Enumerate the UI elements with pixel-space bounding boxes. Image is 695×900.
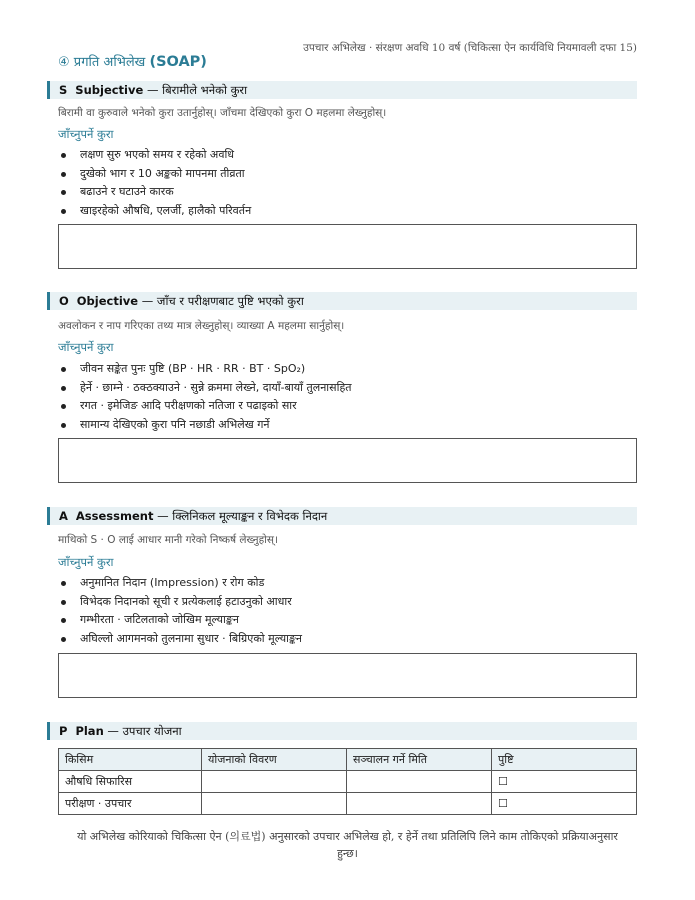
list-item: हेर्ने · छाम्ने · ठक्ठक्याउने · सुन्ने क्रममा लेख्ने, दायाँ-बायाँ तुलनासहित — [58, 379, 352, 398]
assessment-checklist-heading: जाँच्नुपर्ने कुरा — [58, 555, 114, 569]
list-item: अनुमानित निदान (Impression) र रोग कोड — [58, 574, 302, 593]
plan-name: Plan — [75, 724, 104, 738]
subjective-name: Subjective — [75, 83, 144, 97]
subjective-header — [47, 81, 637, 99]
assessment-name: Assessment — [75, 509, 154, 523]
table-header-row — [59, 749, 637, 771]
subjective-checklist-heading: जाँच्नुपर्ने कुरा — [58, 127, 114, 141]
column-header: किसिम — [59, 749, 202, 771]
table-row — [59, 771, 637, 793]
section-title — [58, 52, 207, 70]
retention-note: उपचार अभिलेख · संरक्षण अवधि 10 वर्ष (चिकित्सा ऐन कार्यविधि नियमावली दफा 15) — [303, 42, 637, 54]
section-title-text: प्रगति अभिलेख — [73, 55, 146, 70]
objective-desc: — जाँच र परीक्षणबाट पुष्टि भएको कुरा — [141, 294, 304, 308]
objective-checklist — [58, 360, 352, 434]
assessment-checklist — [58, 574, 302, 648]
section-title-soap: (SOAP) — [149, 54, 207, 70]
assessment-note: माथिको S · O लाई आधार मानी गरेको निष्कर्ष लेख्नुहोस्। — [58, 534, 278, 546]
plan-type-cell: परीक्षण · उपचार — [59, 793, 202, 815]
subjective-checklist — [58, 146, 251, 220]
plan-desc: — उपचार योजना — [107, 724, 182, 738]
footer-note: यो अभिलेख कोरियाको चिकित्सा ऐन (의료법) अनुसारको उपचार अभिलेख हो, र हेर्ने तथा प्रतिलिपि लिने काम तोकिएको प्रक्रियाअनुसार हुन्छ। — [77, 830, 618, 860]
plan-date-cell[interactable] — [347, 771, 492, 793]
column-header: पुष्टि — [492, 749, 637, 771]
plan-header — [47, 722, 637, 740]
objective-input-box[interactable] — [58, 438, 637, 483]
confirm-checkbox[interactable]: ☐ — [492, 771, 637, 793]
plan-table — [58, 748, 637, 815]
list-item: बढाउने र घटाउने कारक — [58, 183, 251, 202]
list-item: रगत · इमेजिङ आदि परीक्षणको नतिजा र पढाइको सार — [58, 397, 352, 416]
plan-detail-cell[interactable] — [202, 771, 347, 793]
table-row — [59, 793, 637, 815]
section-number: ④ — [58, 55, 70, 70]
plan-type-cell: औषधि सिफारिस — [59, 771, 202, 793]
objective-note: अवलोकन र नाप गरिएका तथ्य मात्र लेख्नुहोस्। व्याख्या A महलमा सार्नुहोस्। — [58, 320, 345, 332]
list-item: जीवन सङ्केत पुनः पुष्टि (BP · HR · RR · BT · SpO₂) — [58, 360, 352, 379]
assessment-input-box[interactable] — [58, 653, 637, 698]
objective-name: Objective — [76, 294, 139, 308]
list-item: अघिल्लो आगमनको तुलनामा सुधार · बिग्रिएको मूल्याङ्कन — [58, 630, 302, 649]
column-header: सञ्चालन गर्ने मिति — [347, 749, 492, 771]
assessment-desc: — क्लिनिकल मूल्याङ्कन र विभेदक निदान — [157, 509, 328, 523]
subjective-note: बिरामी वा कुरुवाले भनेको कुरा उतार्नुहोस्। जाँचमा देखिएको कुरा O महलमा लेख्नुहोस्। — [58, 107, 387, 119]
list-item: गम्भीरता · जटिलताको जोखिम मूल्याङ्कन — [58, 611, 302, 630]
assessment-letter: A — [59, 509, 68, 523]
list-item: खाइरहेको औषधि, एलर्जी, हालैको परिवर्तन — [58, 202, 251, 221]
subjective-input-box[interactable] — [58, 224, 637, 269]
objective-checklist-heading: जाँच्नुपर्ने कुरा — [58, 340, 114, 354]
confirm-checkbox[interactable]: ☐ — [492, 793, 637, 815]
list-item: सामान्य देखिएको कुरा पनि नछाडी अभिलेख गर्ने — [58, 416, 352, 435]
column-header: योजनाको विवरण — [202, 749, 347, 771]
objective-header — [47, 292, 637, 310]
subjective-letter: S — [59, 83, 68, 97]
list-item: दुखेको भाग र 10 अङ्कको मापनमा तीव्रता — [58, 165, 251, 184]
plan-detail-cell[interactable] — [202, 793, 347, 815]
plan-letter: P — [59, 724, 68, 738]
objective-letter: O — [59, 294, 69, 308]
plan-date-cell[interactable] — [347, 793, 492, 815]
subjective-desc: — बिरामीले भनेको कुरा — [146, 83, 248, 97]
assessment-header — [47, 507, 637, 525]
list-item: विभेदक निदानको सूची र प्रत्येकलाई हटाउनुको आधार — [58, 593, 302, 612]
list-item: लक्षण सुरु भएको समय र रहेको अवधि — [58, 146, 251, 165]
